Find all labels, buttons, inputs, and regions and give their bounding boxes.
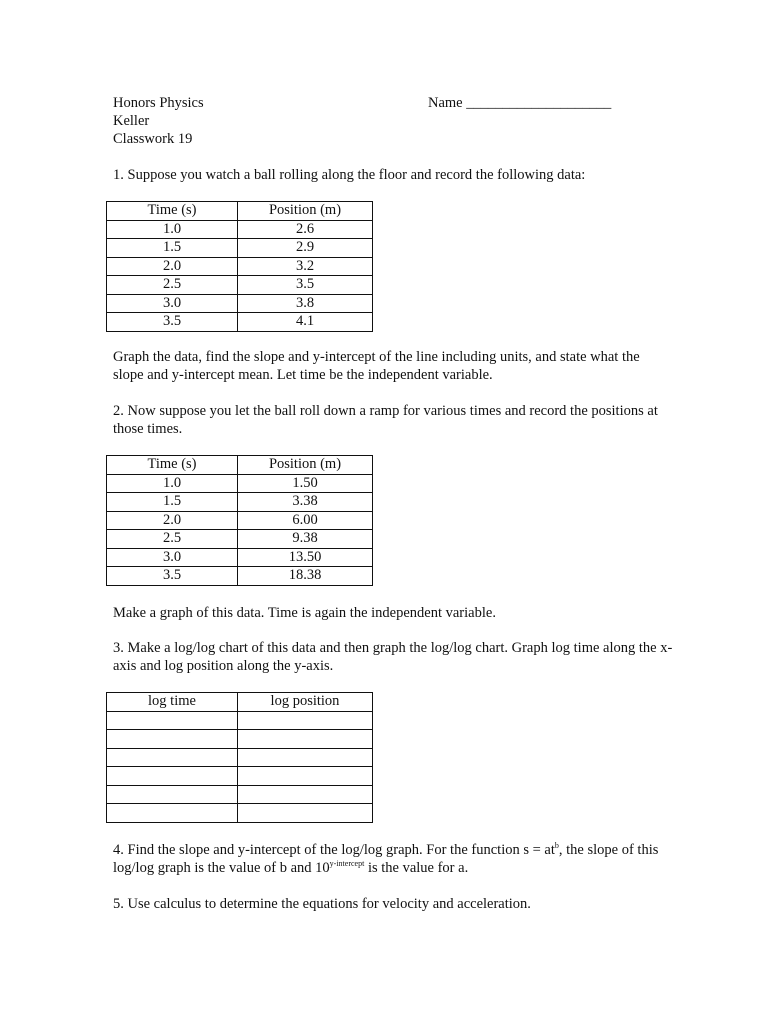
table-cell: 3.0 — [107, 294, 238, 313]
table-row — [107, 785, 373, 804]
table-cell[interactable] — [238, 730, 373, 749]
table-row — [107, 511, 373, 530]
header-block — [113, 94, 204, 148]
table-row — [107, 239, 373, 258]
table-cell[interactable] — [107, 785, 238, 804]
table-row — [107, 474, 373, 493]
exponent-b: b — [554, 841, 559, 850]
q3-prompt: 3. Make a log/log chart of this data and then graph the log/log chart. Graph log time along the x-axis and log position along the y-axis. — [113, 640, 673, 674]
q4-text — [113, 841, 673, 877]
table-row — [107, 294, 373, 313]
table-header-row — [107, 456, 373, 475]
q4-text-part-c: is the value for a. — [364, 860, 469, 876]
column-header: Position (m) — [238, 202, 373, 221]
teacher-name: Keller — [113, 113, 150, 129]
table-cell[interactable] — [107, 711, 238, 730]
q1-data-table — [106, 201, 373, 332]
table-cell: 9.38 — [238, 530, 373, 549]
table-row — [107, 220, 373, 239]
q2-instructions: Make a graph of this data. Time is again the independent variable. — [113, 605, 496, 621]
q4-text-part-b: , the slope of this log/log graph is the value of b and 10 — [113, 842, 659, 876]
table-header-row — [107, 202, 373, 221]
column-header: log position — [238, 693, 373, 712]
table-cell: 2.5 — [107, 530, 238, 549]
table-row — [107, 493, 373, 512]
table-cell: 2.0 — [107, 511, 238, 530]
table-row — [107, 530, 373, 549]
table-cell[interactable] — [107, 804, 238, 823]
q1-instructions: Graph the data, find the slope and y-intercept of the line including units, and state what the slope and y-intercept mean. Let time be the independent variable. — [113, 349, 640, 383]
table-cell: 1.5 — [107, 493, 238, 512]
q1-prompt: 1. Suppose you watch a ball rolling along the floor and record the following data: — [113, 167, 586, 183]
table-row — [107, 730, 373, 749]
table-header-row — [107, 693, 373, 712]
table-cell[interactable] — [107, 730, 238, 749]
q3-log-table — [106, 692, 373, 823]
table-row — [107, 711, 373, 730]
table-cell: 18.38 — [238, 567, 373, 586]
column-header: Time (s) — [107, 202, 238, 221]
table-cell: 1.5 — [107, 239, 238, 258]
column-header: log time — [107, 693, 238, 712]
name-field[interactable]: Name ____________________ — [428, 95, 612, 111]
table-cell: 2.9 — [238, 239, 373, 258]
table-cell: 13.50 — [238, 548, 373, 567]
table-row — [107, 567, 373, 586]
table-row — [107, 313, 373, 332]
table-cell: 2.5 — [107, 276, 238, 295]
table-cell[interactable] — [238, 748, 373, 767]
q2-prompt: 2. Now suppose you let the ball roll down a ramp for various times and record the positions at those times. — [113, 403, 658, 437]
table-row — [107, 276, 373, 295]
column-header: Time (s) — [107, 456, 238, 475]
assignment-title: Classwork 19 — [113, 131, 193, 147]
table-cell[interactable] — [107, 767, 238, 786]
table-cell[interactable] — [238, 785, 373, 804]
table-cell: 3.5 — [107, 313, 238, 332]
table-row — [107, 257, 373, 276]
table-cell[interactable] — [107, 748, 238, 767]
exponent-y-intercept: y-intercept — [329, 859, 365, 868]
table-cell: 3.8 — [238, 294, 373, 313]
table-cell: 3.2 — [238, 257, 373, 276]
table-row — [107, 767, 373, 786]
table-cell: 3.5 — [107, 567, 238, 586]
table-cell: 2.6 — [238, 220, 373, 239]
table-cell: 2.0 — [107, 257, 238, 276]
table-cell: 4.1 — [238, 313, 373, 332]
table-row — [107, 748, 373, 767]
column-header: Position (m) — [238, 456, 373, 475]
table-row — [107, 548, 373, 567]
table-cell: 1.0 — [107, 220, 238, 239]
table-cell[interactable] — [238, 767, 373, 786]
q2-data-table — [106, 455, 373, 586]
table-cell: 3.5 — [238, 276, 373, 295]
table-row — [107, 804, 373, 823]
table-cell: 3.0 — [107, 548, 238, 567]
q5-text: 5. Use calculus to determine the equations for velocity and acceleration. — [113, 896, 531, 912]
course-title: Honors Physics — [113, 95, 204, 111]
table-cell: 6.00 — [238, 511, 373, 530]
table-cell[interactable] — [238, 711, 373, 730]
q4-text-part-a: 4. Find the slope and y-intercept of the log/log graph. For the function s = at — [113, 842, 555, 858]
table-cell: 1.50 — [238, 474, 373, 493]
table-cell: 1.0 — [107, 474, 238, 493]
table-cell: 3.38 — [238, 493, 373, 512]
table-cell[interactable] — [238, 804, 373, 823]
